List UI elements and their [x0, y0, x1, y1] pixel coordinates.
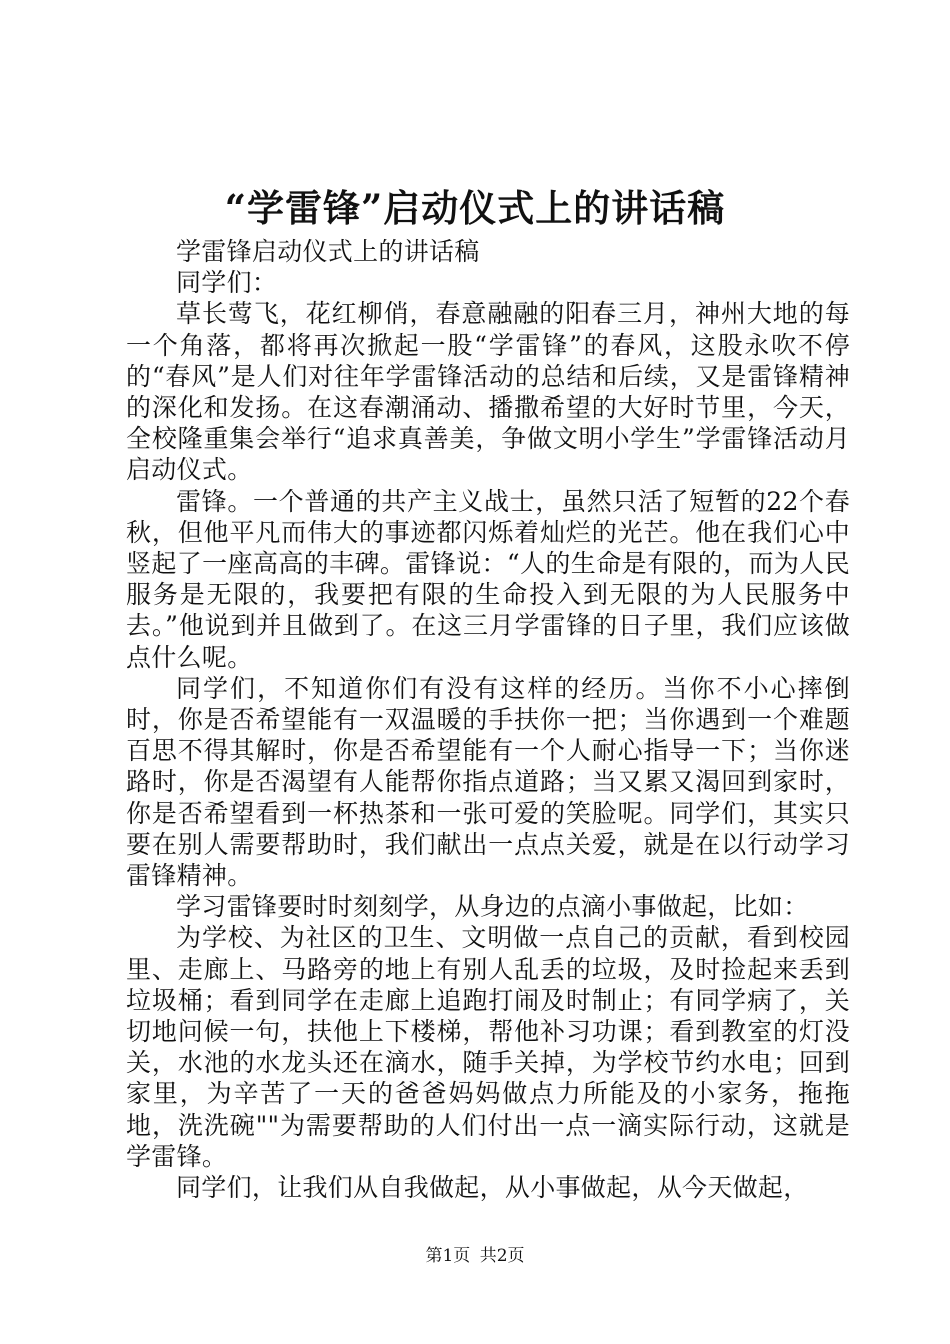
paragraph-salutation: 同学们： — [176, 268, 278, 298]
paragraph-2: 雷锋。一个普通的共产主义战士，虽然只活了短暂的22个春秋，但他平凡而伟大的事迹都闪烁着灿烂的光芒。他在我们心中竖起了一座高高的丰碑。雷锋说：“人的生命是有限的，而为人民服务是无限的，我要把有限的生命投入到无限的为人民服务中去。”他说到并且做到了。在这三月学雷锋的日子里，我们应该做点什么呢。 — [126, 486, 850, 672]
paragraph-3: 同学们，不知道你们有没有这样的经历。当你不小心摔倒时，你是否希望能有一双温暖的手扶你一把；当你遇到一个难题百思不得其解时，你是否希望能有一个人耐心指导一下；当你迷路时，你是否渴望有人能帮你指点道路；当又累又渴回到家时，你是否希望看到一杯热茶和一张可爱的笑脸呢。同学们，其实只要在别人需要帮助时，我们献出一点点关爱，就是在以行动学习雷锋精神。 — [126, 673, 850, 891]
document-title: “学雷锋”启动仪式上的讲话稿 — [224, 186, 726, 230]
page-number: 第1页 — [425, 1246, 471, 1266]
page-total: 共2页 — [479, 1246, 525, 1266]
document-body — [126, 236, 850, 1203]
paragraph-4: 学习雷锋要时时刻刻学，从身边的点滴小事做起，比如： — [176, 892, 809, 922]
paragraph-subtitle: 学雷锋启动仪式上的讲话稿 — [176, 237, 480, 266]
page-footer — [0, 1244, 950, 1268]
paragraph-6: 同学们，让我们从自我做起，从小事做起，从今天做起， — [176, 1173, 809, 1203]
paragraph-1: 草长莺飞，花红柳俏，春意融融的阳春三月，神州大地的每一个角落，都将再次掀起一股“学雷锋”的春风，这股永吹不停的“春风”是人们对往年学雷锋活动的总结和后续，又是雷锋精神的深化和发扬。在这春潮涌动、播撒希望的大好时节里，今天，全校隆重集会举行“追求真善美，争做文明小学生”学雷锋活动月启动仪式。 — [126, 299, 850, 485]
paragraph-5: 为学校、为社区的卫生、文明做一点自己的贡献，看到校园里、走廊上、马路旁的地上有别人乱丢的垃圾，及时捡起来丢到垃圾桶；看到同学在走廊上追跑打闹及时制止；有同学病了，关切地问候一句，扶他上下楼梯，帮他补习功课；看到教室的灯没关，水池的水龙头还在滴水，随手关掉，为学校节约水电；回到家里，为辛苦了一天的爸爸妈妈做点力所能及的小家务，拖拖地，洗洗碗""为需要帮助的人们付出一点一滴实际行动，这就是学雷锋。 — [126, 923, 850, 1171]
